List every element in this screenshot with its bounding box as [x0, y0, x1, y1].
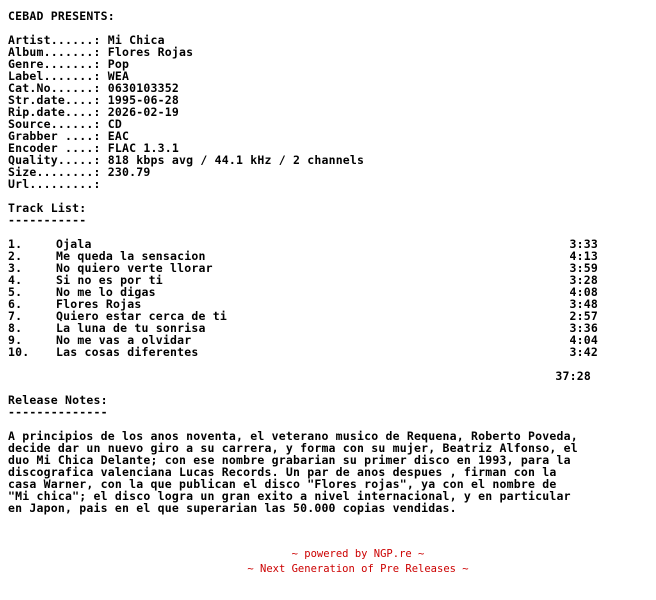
track-duration: 3:48	[569, 297, 598, 311]
track-title: La luna de tu sonrisa	[56, 321, 206, 335]
track-duration: 4:04	[569, 333, 598, 347]
info-label: Quality.....:	[8, 153, 101, 167]
info-row	[8, 178, 652, 190]
track-number: 2.	[8, 249, 23, 263]
total-duration-row	[8, 370, 591, 382]
release-notes-body	[8, 430, 652, 514]
info-value: 818 kbps avg / 44.1 kHz / 2 channels	[100, 153, 365, 167]
release-notes-line: decide dar un nuevo giro a su carrera, y forma con su mujer, Beatriz Alfonso, el	[8, 441, 578, 455]
track-number: 9.	[8, 333, 23, 347]
release-info	[8, 34, 652, 190]
info-value: Pop	[100, 57, 130, 71]
footer-powered-by: ~ powered by NGP.re ~	[291, 548, 425, 560]
track-list	[8, 238, 598, 358]
track-duration: 2:57	[569, 309, 598, 323]
track-title: Flores Rojas	[56, 297, 142, 311]
release-notes-underline: --------------	[8, 405, 108, 419]
track-number: 5.	[8, 285, 23, 299]
track-title: Ojala	[56, 237, 92, 251]
release-notes-line: duo Mi Chica Delante; con ese nombre grabarian su primer disco en 1993, para la	[8, 453, 571, 467]
release-notes-line: discografica valenciana Lucas Records. Un par de anos despues , firman con la	[8, 465, 557, 479]
track-row	[8, 346, 598, 358]
track-duration: 3:28	[569, 273, 598, 287]
info-label: Str.date....:	[8, 93, 101, 107]
track-duration: 4:08	[569, 285, 598, 299]
release-notes-heading: Release Notes:	[8, 393, 108, 407]
track-title: No me lo digas	[56, 285, 156, 299]
track-duration: 4:13	[569, 249, 598, 263]
info-label: Size........:	[8, 165, 101, 179]
info-label: Url.........:	[8, 177, 101, 191]
info-label: Encoder ....:	[8, 141, 101, 155]
track-number: 7.	[8, 309, 23, 323]
info-value: 1995-06-28	[100, 93, 179, 107]
track-title: Si no es por ti	[56, 273, 163, 287]
track-title: No me vas a olvidar	[56, 333, 192, 347]
track-number: 1.	[8, 237, 23, 251]
info-label: Grabber ....:	[8, 129, 101, 143]
footer-tagline: ~ Next Generation of Pre Releases ~	[247, 563, 469, 575]
info-value: CD	[100, 117, 122, 131]
info-value: 230.79	[100, 165, 151, 179]
info-label: Cat.No......:	[8, 81, 101, 95]
info-label: Source......:	[8, 117, 101, 131]
info-label: Album.......:	[8, 45, 101, 59]
track-duration: 3:42	[569, 345, 598, 359]
track-duration: 3:59	[569, 261, 598, 275]
track-title: Quiero estar cerca de ti	[56, 309, 227, 323]
release-notes-line: A principios de los anos noventa, el veterano musico de Requena, Roberto Poveda,	[8, 429, 578, 443]
info-label: Rip.date....:	[8, 105, 101, 119]
release-notes-line: "Mi chica"; el disco logra un gran exito a nivel internacional, y en particular	[8, 489, 571, 503]
info-row	[8, 166, 652, 178]
release-notes-line: en Japon, pais en el que superarian las 50.000 copias vendidas.	[8, 501, 457, 515]
info-value: Mi Chica	[100, 33, 165, 47]
track-duration: 3:33	[569, 237, 598, 251]
tracklist-heading: Track List:	[8, 201, 87, 215]
track-number: 3.	[8, 261, 23, 275]
track-number: 6.	[8, 297, 23, 311]
nfo-document	[8, 10, 652, 514]
track-number: 10.	[8, 345, 30, 359]
total-duration: 37:28	[555, 369, 591, 383]
track-title: No quiero verte llorar	[56, 261, 213, 275]
info-value: WEA	[100, 69, 130, 83]
info-label: Label.......:	[8, 69, 101, 83]
info-label: Genre.......:	[8, 57, 101, 71]
info-value: EAC	[100, 129, 130, 143]
track-number: 4.	[8, 273, 23, 287]
track-duration: 3:36	[569, 321, 598, 335]
release-notes-line: casa Warner, con la que publican el disco "Flores rojas", ya con el nombre de	[8, 477, 557, 491]
track-title: Las cosas diferentes	[56, 345, 199, 359]
tracklist-underline: -----------	[8, 213, 87, 227]
info-value: FLAC 1.3.1	[100, 141, 179, 155]
info-value: 2026-02-19	[100, 105, 179, 119]
presenter-header: CEBAD PRESENTS:	[8, 9, 115, 23]
info-value: Flores Rojas	[100, 45, 194, 59]
track-title: Me queda la sensacion	[56, 249, 206, 263]
info-label: Artist......:	[8, 33, 101, 47]
info-value: 0630103352	[100, 81, 179, 95]
track-number: 8.	[8, 321, 23, 335]
